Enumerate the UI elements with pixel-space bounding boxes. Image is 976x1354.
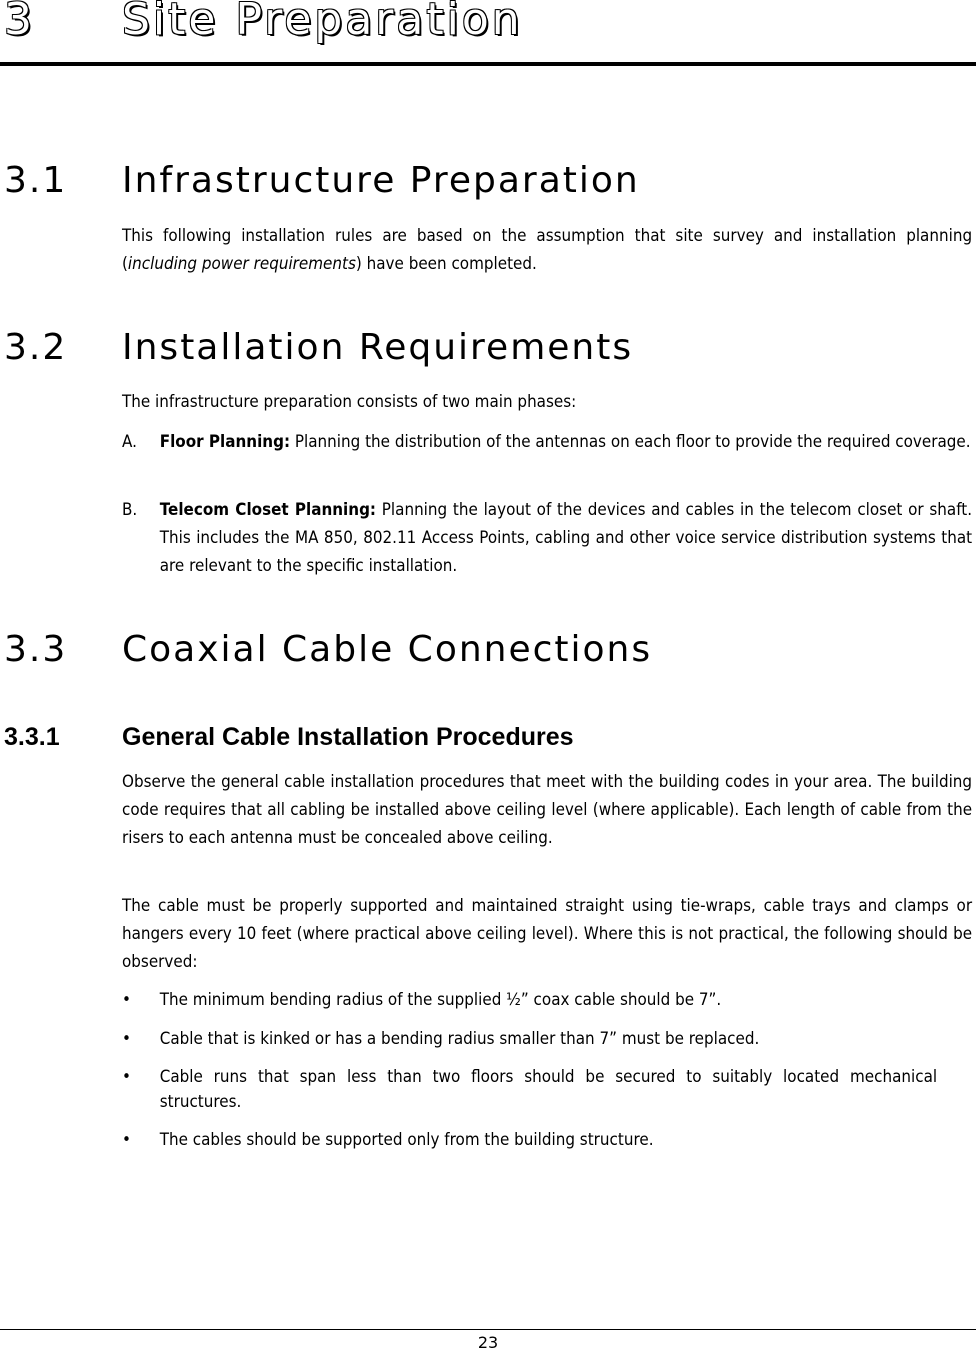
- bullet-text: The minimum bending radius of the supplied ½” coax cable should be 7”.: [159, 990, 722, 1009]
- bullet-marker: •: [122, 990, 131, 1009]
- section-number: 3.1: [4, 160, 68, 201]
- list-marker: B.: [122, 500, 138, 519]
- bullet-text: The cables should be supported only from the building structure.: [159, 1130, 654, 1149]
- paragraph-text-end: ) have been completed.: [355, 254, 537, 273]
- list-item-lead: Floor Planning:: [159, 432, 291, 451]
- bullet-text: Cable that is kinked or has a bending radius smaller than 7” must be replaced.: [159, 1029, 760, 1048]
- section-title: Infrastructure Preparation: [122, 160, 640, 201]
- section-number: 3.2: [4, 327, 68, 368]
- page-number: 23: [477, 1333, 499, 1352]
- section-3-1-heading: [4, 160, 640, 201]
- section-number: 3.3: [4, 629, 68, 670]
- list-item-text: Planning the layout of the devices and cables in the telecom closet or shaft. This includes the MA 850, 802.11 Access Points, cabling and other voice service distribution systems that are relevant to the specific installation.: [159, 500, 973, 575]
- section-title: Installation Requirements: [122, 327, 634, 368]
- chapter-title-text: Site Preparation: [122, 0, 523, 45]
- bullet-item: [122, 1025, 972, 1053]
- bullet-item: [122, 986, 972, 1014]
- bullet-text: Cable runs that span less than two floors should be secured to suitably located mechanical structures.: [159, 1067, 938, 1111]
- bullet-marker: •: [122, 1130, 131, 1149]
- bullet-item: [122, 1126, 972, 1154]
- list-item: [122, 428, 972, 456]
- list-item-body: [160, 496, 972, 580]
- chapter-rule: [0, 62, 976, 66]
- section-3-3-1-paragraph-2: The cable must be properly supported and maintained straight using tie-wraps, cable trays and clamps or hangers every 10 feet (where practical above ceiling level). Where this is not practical, the following should be observed:: [122, 896, 973, 971]
- section-title: Coaxial Cable Connections: [122, 629, 653, 670]
- section-title: General Cable Installation Procedures: [122, 723, 574, 751]
- section-3-3-1-paragraph-1: Observe the general cable installation procedures that meet with the building codes in your area. The building code requires that all cabling be installed above ceiling level (where applicable). Each length of cable from the risers to each antenna must be concealed above ceiling.: [122, 772, 973, 847]
- bullet-marker: •: [122, 1029, 131, 1048]
- list-item: [122, 496, 972, 580]
- bullet-item: [122, 1064, 937, 1114]
- bullet-marker: •: [122, 1067, 131, 1086]
- footer-rule: [0, 1329, 976, 1330]
- chapter-number: 3: [4, 0, 35, 45]
- section-3-3-1-heading: [4, 723, 574, 752]
- section-3-2-heading: [4, 327, 633, 368]
- paragraph-italic-text: including power requirements: [127, 254, 356, 273]
- section-3-3-heading: [4, 629, 652, 670]
- list-item-lead: Telecom Closet Planning:: [159, 500, 377, 519]
- section-3-1-paragraph: [122, 222, 972, 278]
- list-marker: A.: [122, 432, 137, 451]
- chapter-title: [4, 0, 523, 45]
- section-3-2-intro: The infrastructure preparation consists of two main phases:: [122, 392, 577, 411]
- paragraph-text: This following installation rules are based on the assumption that site survey and installation planning (: [122, 226, 973, 273]
- list-item-text: Planning the distribution of the antennas on each floor to provide the required coverage.: [290, 432, 971, 451]
- section-number: 3.3.1: [4, 723, 60, 751]
- list-item-body: [160, 428, 972, 456]
